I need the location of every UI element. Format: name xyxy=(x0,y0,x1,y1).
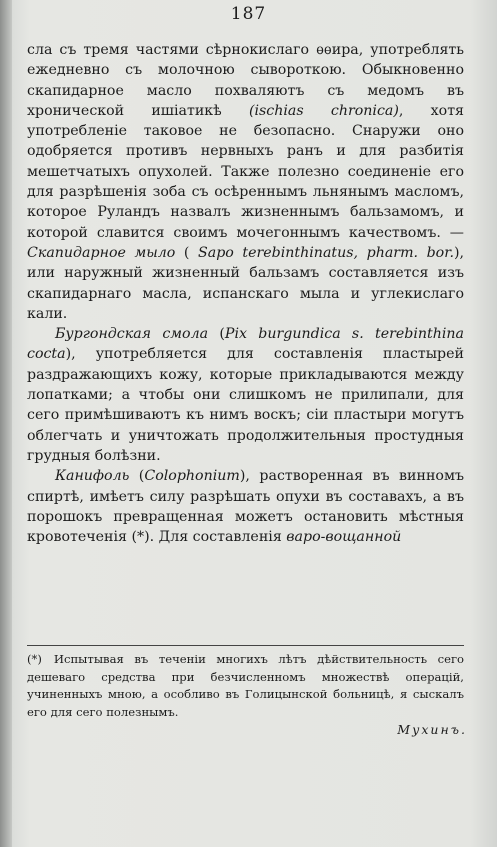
text-run: ( xyxy=(208,326,225,343)
latin-term-ischias: (ischias chronica) xyxy=(248,102,399,119)
page-number: 187 xyxy=(230,4,267,24)
footnote-mark: (*) xyxy=(27,652,42,666)
paragraph-3 xyxy=(27,466,464,547)
latin-term-colophonium: Colophonium xyxy=(144,468,240,485)
term-varo-voshchannoy: варо-вощанной xyxy=(286,529,402,546)
text-run: ), растворенная въ винномъ спиртѣ, имѣетъ силу разрѣшать опухи въ составахъ, а въ порошокъ превращенная можетъ остановить мѣстныя кровотеченія (*). Для составленія xyxy=(27,468,465,546)
footnote-body: Испытывая въ теченіи многихъ лѣтъ дѣйствительность сего дешеваго средства при безчисленномъ множествѣ операцій, учиненныхъ мною, а особливо въ Голицынской больницѣ, я сыскалъ его для сего полезнымъ. xyxy=(27,652,464,719)
term-burgundy-pitch: Бургондская смола xyxy=(55,326,209,343)
term-skapidarnoe-mylo: Скапидарное мыло xyxy=(27,244,176,261)
footnote-text xyxy=(27,651,464,721)
text-run: , хотя употребленіе таковое не безопасно. Снаружи оно одобряется противъ нервныхъ ранъ и для разбитія мешетчатыхъ опухолей. Также полезно соединеніе его для разрѣшенія зоба съ осѣреннымъ льнянымъ масломъ, которое Руландъ назвалъ жизненнымъ бальзамомъ, и которой славится своимъ мочегоннымъ качествомъ. — xyxy=(27,102,464,241)
footnote xyxy=(27,651,464,721)
text-run: сла съ тремя частями сѣрнокислаго ѳѳира, употреблять ежедневно съ молочною сывороткою. Обыкновенно скапидарное масло похваляютъ съ медомъ въ хронической ишіатикѣ xyxy=(27,42,464,119)
paragraph-1 xyxy=(27,40,464,324)
latin-term-pix: Pix burgundica s. terebinthina cocta xyxy=(27,326,465,363)
paragraph-2 xyxy=(27,324,464,466)
page-gutter-shadow xyxy=(0,0,12,847)
footnote-divider xyxy=(27,645,464,646)
text-run: ( xyxy=(129,468,145,485)
text-run: ( xyxy=(175,244,199,261)
text-run: ), употребляется для составленія пластырей раздражающихъ кожу, которые прикладываются между лопатками; а чтобы они слишкомъ не прилипали, для сего примѣшиваютъ къ нимъ воскъ; сіи пластыри могутъ облегчать и уничтожать продолжительныя простудныя грудныя болѣзни. xyxy=(27,346,464,464)
main-text xyxy=(27,40,464,547)
latin-term-sapo: Sapo terebinthinatus, pharm. bor. xyxy=(198,244,454,261)
footnote-signature: Мухинъ. xyxy=(397,722,467,737)
term-kanifol: Канифоль xyxy=(55,468,130,485)
text-run: ), или наружный жизненный бальзамъ составляется изъ скапидарнаго масла, испанскаго мыла и углекислаго кали. xyxy=(27,244,465,322)
